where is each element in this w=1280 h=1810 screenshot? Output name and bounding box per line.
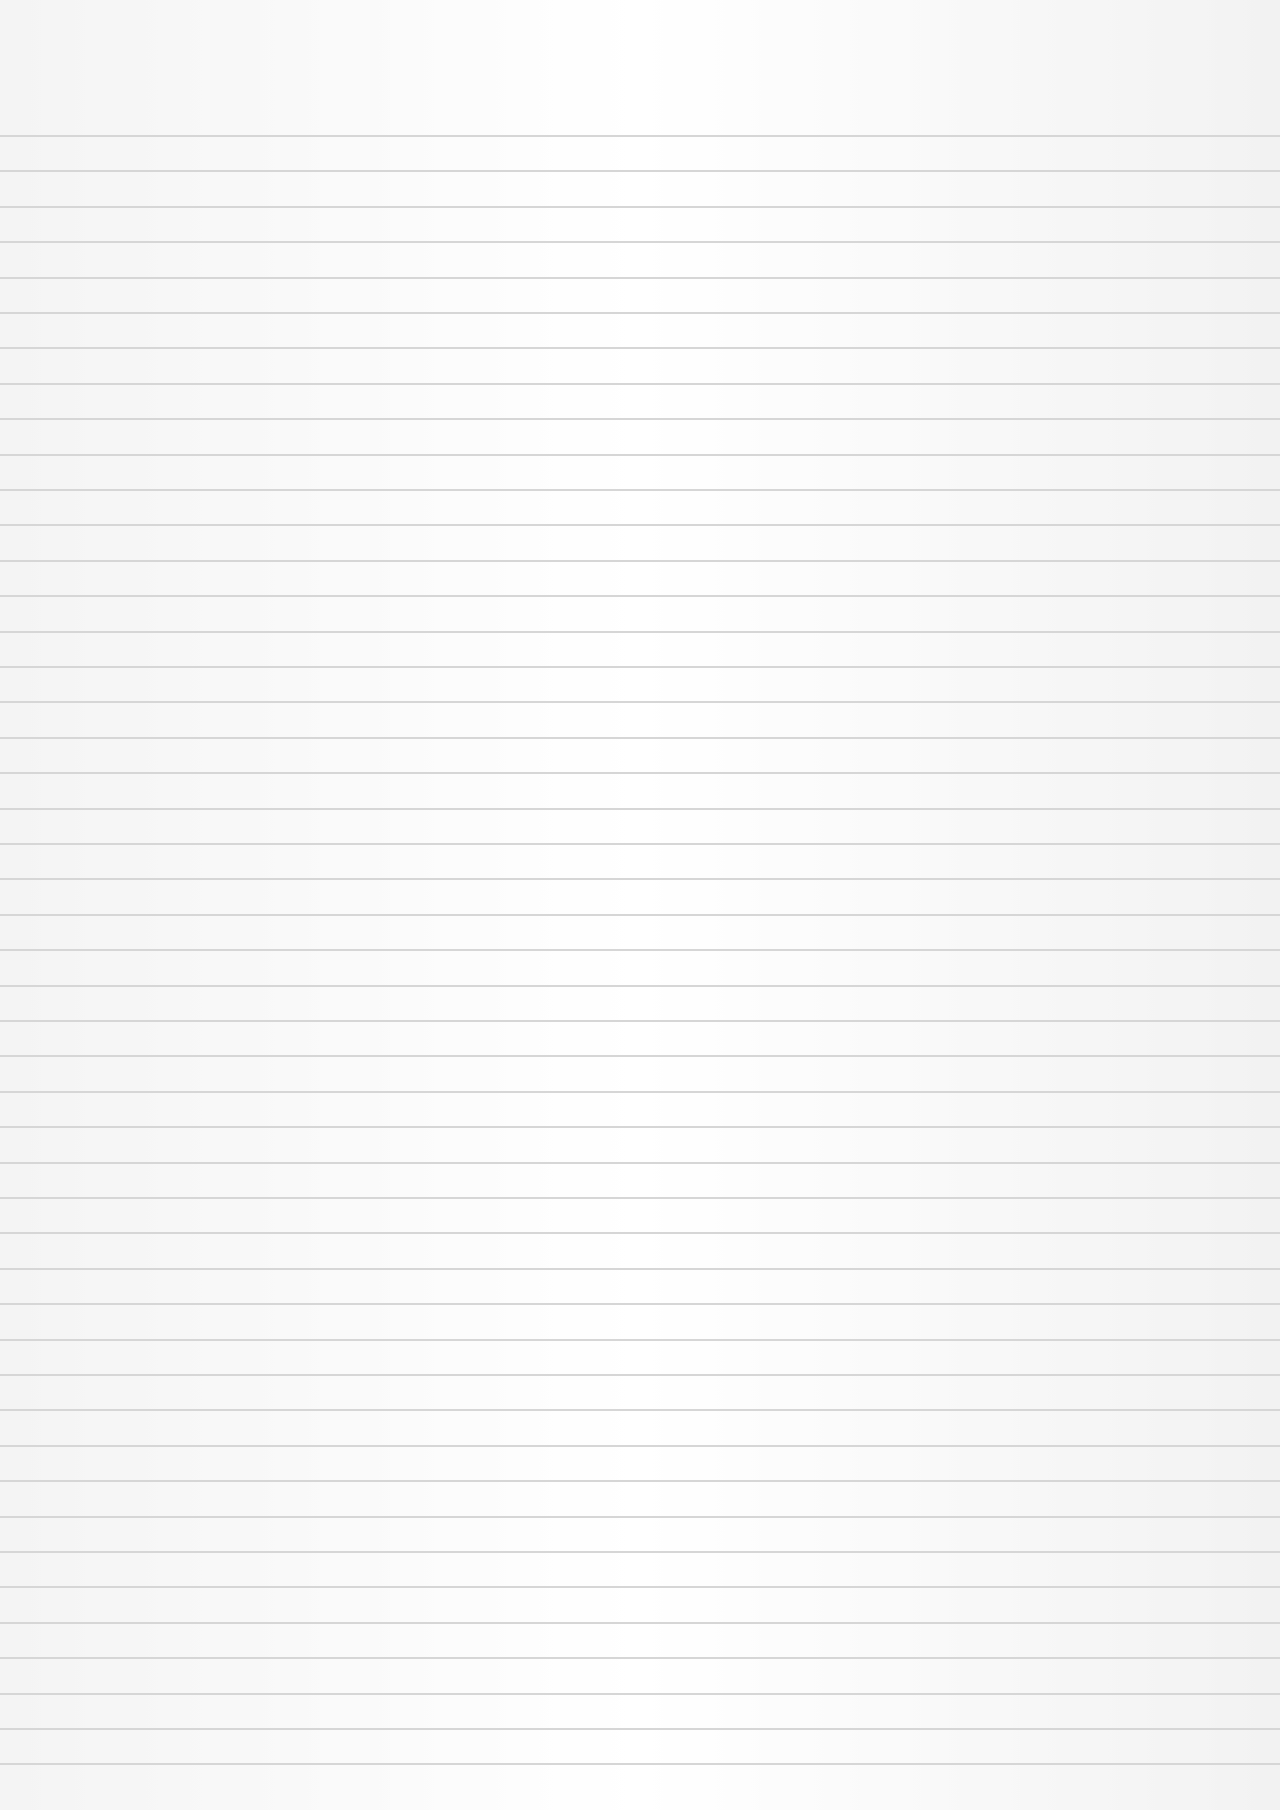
ruled-line: [0, 1232, 1280, 1234]
ruled-line: [0, 241, 1280, 243]
ruled-line: [0, 808, 1280, 810]
ruled-line: [0, 1657, 1280, 1659]
ruled-line: [0, 383, 1280, 385]
ruled-line: [0, 595, 1280, 597]
ruled-line: [0, 1728, 1280, 1730]
ruled-line: [0, 1693, 1280, 1695]
ruled-line: [0, 1055, 1280, 1057]
ruled-line: [0, 312, 1280, 314]
ruled-line: [0, 985, 1280, 987]
ruled-line: [0, 914, 1280, 916]
ruled-line: [0, 418, 1280, 420]
ruled-line: [0, 1374, 1280, 1376]
ruled-line: [0, 772, 1280, 774]
ruled-line: [0, 1480, 1280, 1482]
ruled-line: [0, 170, 1280, 172]
ruled-line: [0, 1551, 1280, 1553]
ruled-line: [0, 701, 1280, 703]
ruled-line: [0, 560, 1280, 562]
ruled-line: [0, 1162, 1280, 1164]
ruled-line: [0, 1126, 1280, 1128]
ruled-line: [0, 878, 1280, 880]
ruled-line: [0, 1586, 1280, 1588]
ruled-line: [0, 1197, 1280, 1199]
ruled-line: [0, 1409, 1280, 1411]
ruled-line: [0, 631, 1280, 633]
ruled-line: [0, 1091, 1280, 1093]
ruled-line: [0, 737, 1280, 739]
ruled-line: [0, 666, 1280, 668]
ruled-line: [0, 1622, 1280, 1624]
ruled-line: [0, 949, 1280, 951]
ruled-line: [0, 1268, 1280, 1270]
ruled-line: [0, 347, 1280, 349]
ruled-line: [0, 277, 1280, 279]
ruled-line: [0, 1303, 1280, 1305]
ruled-line: [0, 1445, 1280, 1447]
ruled-line: [0, 206, 1280, 208]
ruled-line: [0, 489, 1280, 491]
ruled-line: [0, 1763, 1280, 1765]
ruled-line: [0, 135, 1280, 137]
ruled-line: [0, 1339, 1280, 1341]
ruled-line: [0, 843, 1280, 845]
ruled-line: [0, 454, 1280, 456]
ruled-line: [0, 524, 1280, 526]
ruled-line: [0, 1516, 1280, 1518]
ruled-line: [0, 1020, 1280, 1022]
